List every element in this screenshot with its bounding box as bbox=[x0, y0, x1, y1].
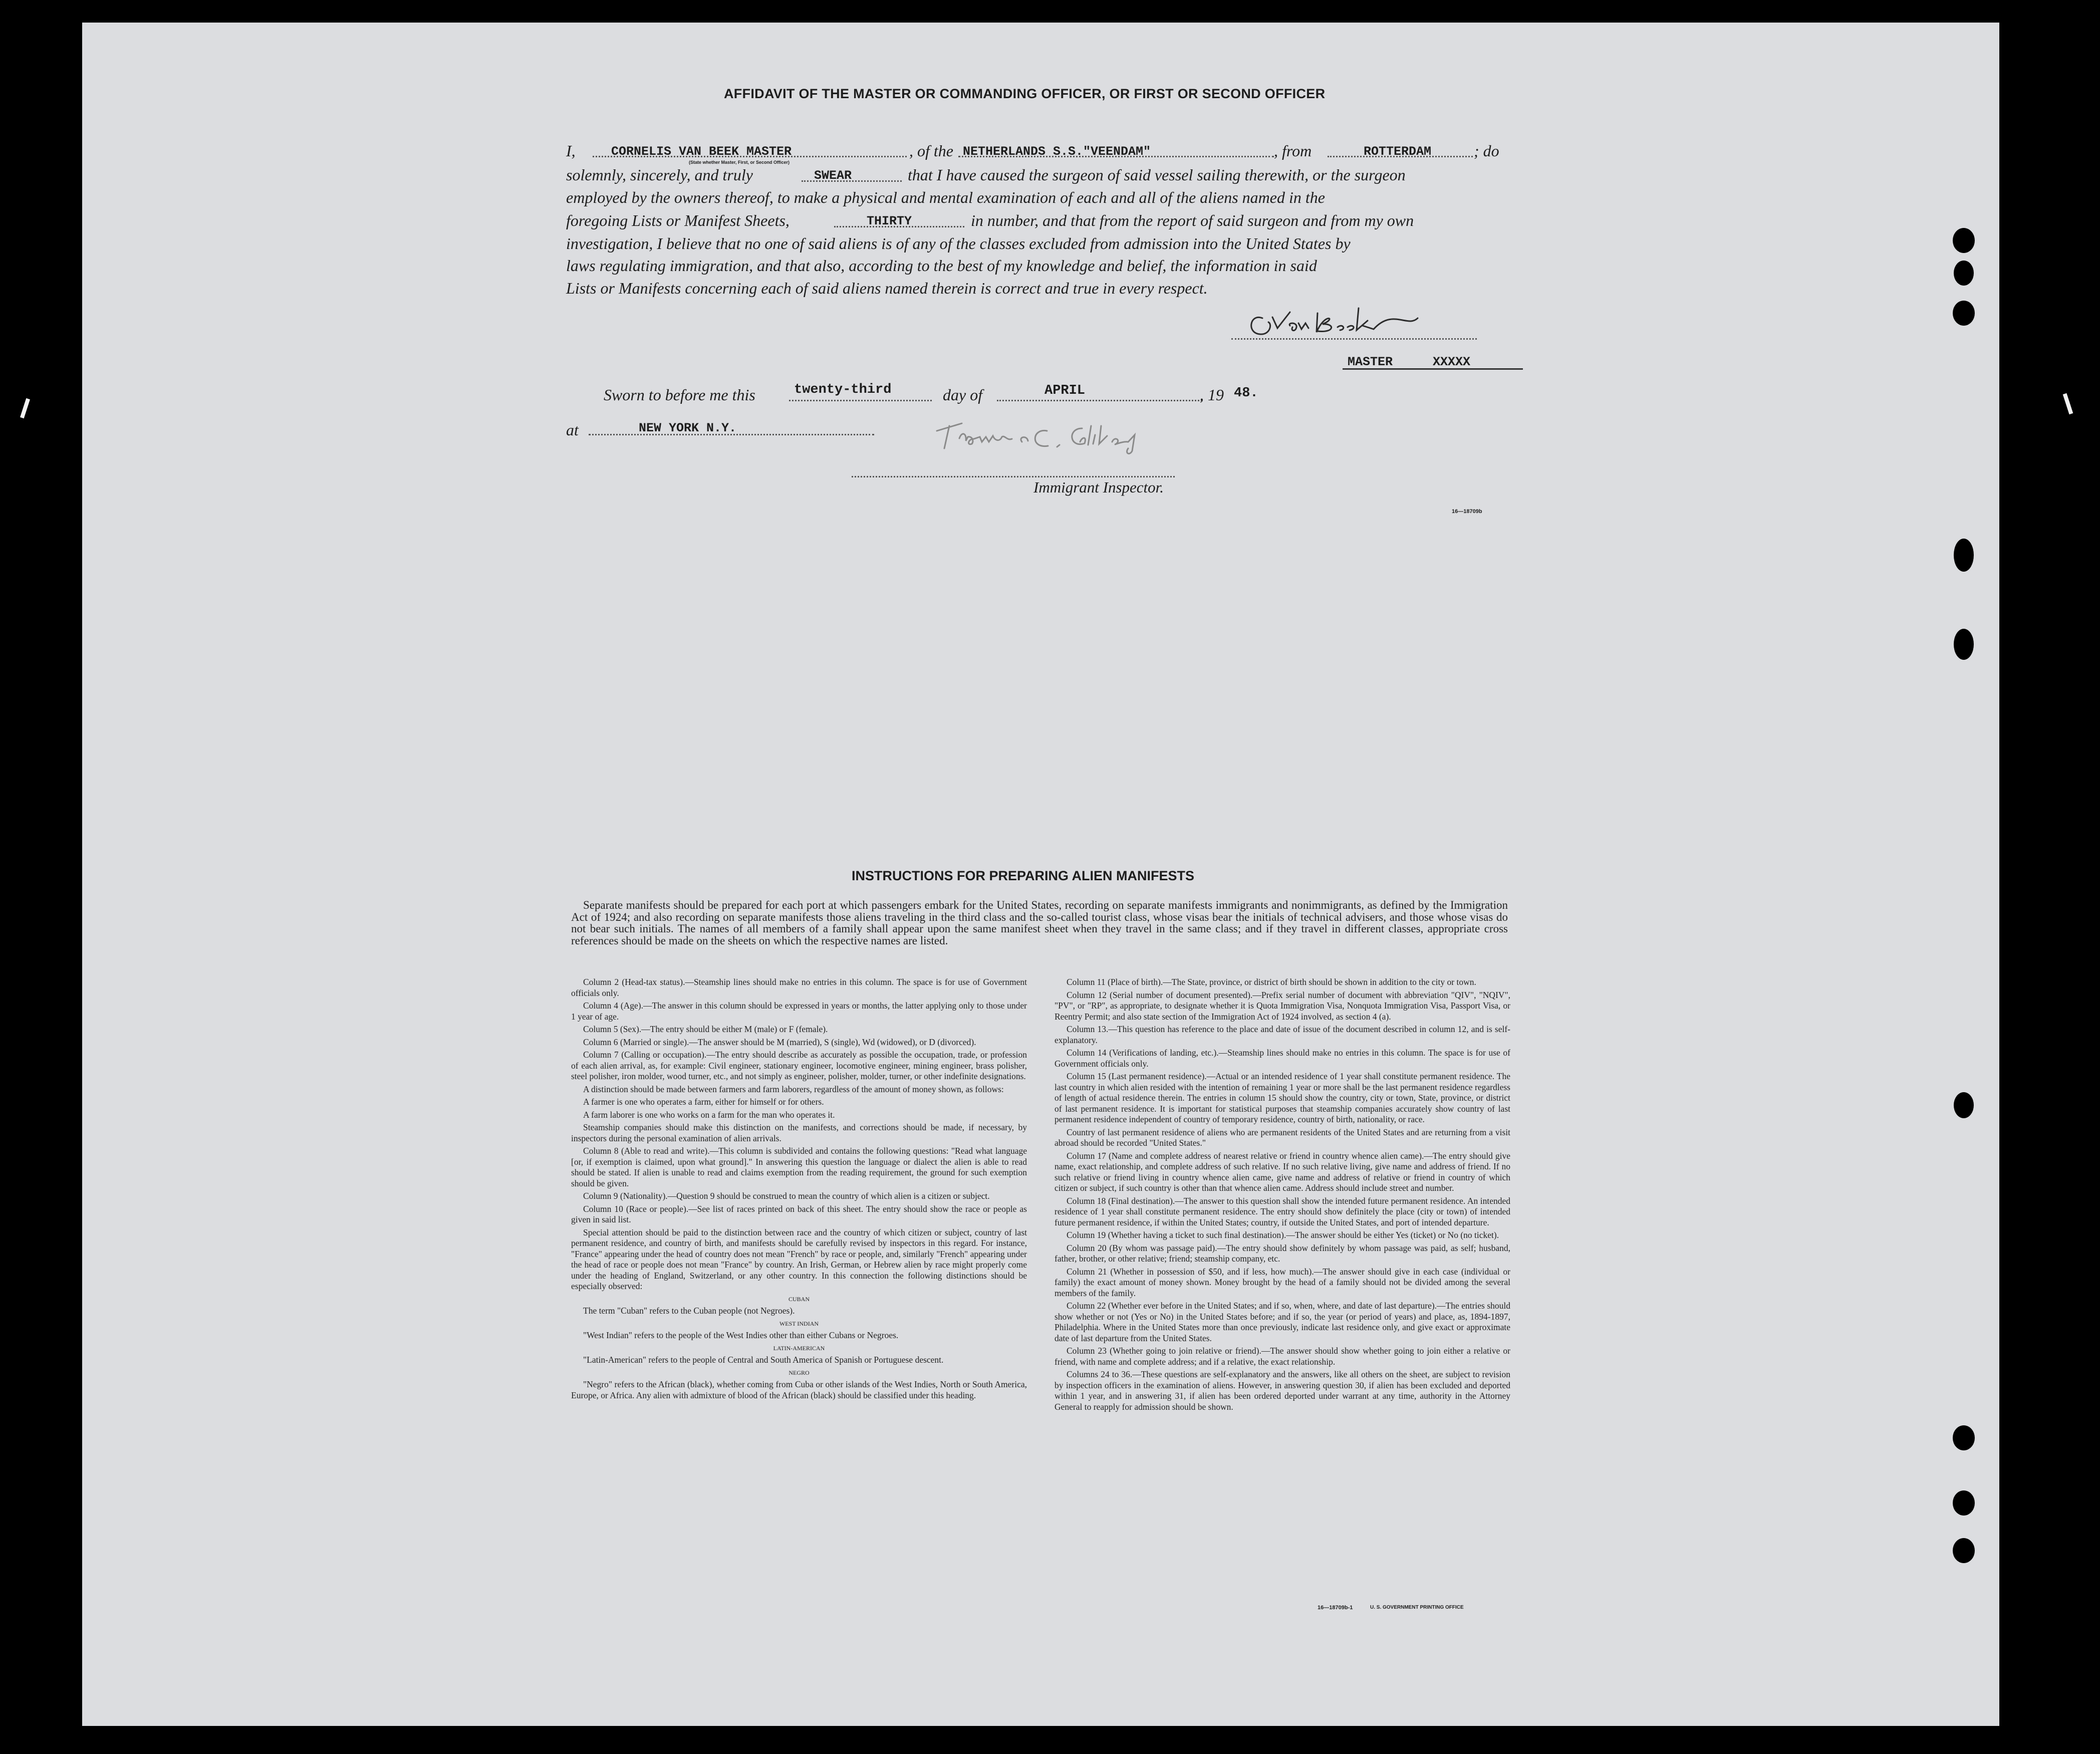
heading-cuban: CUBAN bbox=[788, 1295, 810, 1303]
instr-left-2: Column 5 (Sex).—The entry should be either M (male) or F (female). bbox=[583, 1024, 828, 1034]
i-label: I, bbox=[566, 142, 576, 160]
instr-right-8: Column 19 (Whether having a ticket to such final destination).—The answer should be either Yes (ticket) or No (no ticket). bbox=[1067, 1230, 1499, 1240]
margin-mark bbox=[2063, 393, 2073, 414]
sworn-year-value: 48. bbox=[1234, 386, 1258, 401]
affidavit-line-6: laws regulating immigration, and that also, according to the best of my knowledge and belief, the information in said bbox=[566, 257, 1317, 275]
sworn-place-value: NEW YORK N.Y. bbox=[639, 421, 737, 435]
margin-mark bbox=[20, 398, 30, 419]
instr-left-10: Column 9 (Nationality).—Question 9 should be construed to mean the country of which alien is a citizen or subject. bbox=[583, 1191, 990, 1201]
month-field-line bbox=[997, 400, 1202, 401]
punch-hole bbox=[1953, 301, 1975, 326]
from-label: , from bbox=[1274, 142, 1312, 160]
form-number: 16—18709b bbox=[1452, 509, 1482, 515]
inspector-label: Immigrant Inspector. bbox=[1033, 478, 1164, 496]
inspector-signature bbox=[932, 411, 1172, 456]
instr-right-4: Column 15 (Last permanent residence).—Actual or an intended residence of 1 year shall constitute permanent residence. The last country in which alien resided with the intention of remaining 1 year or more shall be the last permanent residence regardless of length of actual residence therein. The entries in column 15 should show the country, city or town, State, province, or district of last permanent residence. It is important for statistical purposes that steamship companies accurately show country of last permanent residence independent of country of temporary residence, country of birth, nationality, or race. bbox=[1055, 1071, 1510, 1124]
punch-hole bbox=[1953, 228, 1975, 253]
state-note: (State whether Master, First, or Second Officer) bbox=[689, 160, 790, 165]
instr-left-6: A farmer is one who operates a farm, either for himself or for others. bbox=[583, 1097, 824, 1107]
master-name-value: CORNELIS VAN BEEK MASTER bbox=[611, 144, 792, 159]
master-title-value: MASTER bbox=[1348, 355, 1393, 369]
instr-left-7: A farm laborer is one who works on a farm for the man who operates it. bbox=[583, 1109, 835, 1120]
instr-right-0: Column 11 (Place of birth).—The State, province, or district of birth should be shown in addition to the city or town. bbox=[1067, 977, 1476, 987]
footer-printing-office: U. S. GOVERNMENT PRINTING OFFICE bbox=[1370, 1605, 1464, 1610]
punch-hole bbox=[1953, 1538, 1975, 1563]
day-field-line bbox=[789, 400, 932, 401]
instr-left-5: A distinction should be made between farmers and farm laborers, regardless of the amount of money shown, as follows: bbox=[583, 1084, 1004, 1094]
instr-right-5: Country of last permanent residence of aliens who are permanent residents of the United States and are returning from a visit abroad should be recorded "United States." bbox=[1055, 1127, 1510, 1148]
from-port-value: ROTTERDAM bbox=[1364, 144, 1432, 159]
affidavit-line-4-pre: foregoing Lists or Manifest Sheets, bbox=[566, 211, 790, 229]
affidavit-line-1 bbox=[566, 142, 576, 160]
instr-right-3: Column 14 (Verifications of landing, etc.).—Steamship lines should make no entries in this column. The space is for use of Government officials only. bbox=[1055, 1048, 1510, 1069]
affidavit-line-5: investigation, I believe that no one of said aliens is of any of the classes excluded from admission into the United States by bbox=[566, 234, 1351, 253]
para-negro: "Negro" refers to the African (black), whether coming from Cuba or other islands of the West Indies, North or South America, Europe, or Africa. Any alien with admixture of blood of the African (black) should be classified under this heading. bbox=[571, 1379, 1027, 1400]
instr-left-12: Special attention should be paid to the distinction between race and the country of which citizen or subject, country of last permanent residence, and country of birth, and manifests should be carefully revised by inspectors in this regard. For instance, "France" appearing under the head of country does not mean "French" by race or people, and, similarly "French" appearing under the head of race or people does not mean "France" by country. An Irish, German, or Hebrew alien by race might properly come under the heading of England, Switzerland, or any other country. In this connection the following distinctions should be especially observed: bbox=[571, 1227, 1027, 1291]
instr-right-13: Columns 24 to 36.—These questions are self-explanatory and the answers, like all others on the sheet, are subject to revision by inspection officers in the examination of aliens. However, in answering question 30, if alien has been excluded and deported within 1 year, and in answering 31, if alien has been ordered deported under warrant at any time, authority in the Attorney General to reapply for admission should be shown. bbox=[1055, 1369, 1510, 1412]
instr-left-0: Column 2 (Head-tax status).—Steamship lines should make no entries in this column. The space is for use of Government officials only. bbox=[571, 977, 1027, 998]
instructions-intro bbox=[571, 899, 1508, 946]
para-cuban: The term "Cuban" refers to the Cuban people (not Negroes). bbox=[583, 1306, 795, 1316]
sworn-label: Sworn to before me this bbox=[604, 386, 755, 404]
instr-left-1: Column 4 (Age).—The answer in this column should be expressed in years or months, the latter applying only to those under 1 year of age. bbox=[571, 1000, 1027, 1022]
signature-line bbox=[1231, 338, 1477, 340]
vessel-value: NETHERLANDS S.S."VEENDAM" bbox=[963, 144, 1151, 159]
punch-hole bbox=[1953, 1490, 1975, 1516]
affidavit-line-2-post: that I have caused the surgeon of said vessel sailing therewith, or the surgeon bbox=[908, 166, 1406, 184]
instr-right-7: Column 18 (Final destination).—The answer to this question shall show the intended future permanent residence. An intended residence of 1 year shall constitute permanent residence. The entry should show definitely the place (city or town) of intended future permanent residence, if within the United States; country, if outside the United States, and port of intended departure. bbox=[1055, 1195, 1510, 1227]
instr-right-2: Column 13.—This question has reference to the place and date of issue of the document described in column 12, and is self-explanatory. bbox=[1055, 1024, 1510, 1045]
instr-left-8: Steamship companies should make this distinction on the manifests, and corrections should be made, if necessary, by inspectors during the personal examination of alien arrivals. bbox=[571, 1122, 1027, 1143]
heading-negro: NEGRO bbox=[789, 1369, 810, 1376]
affidavit-title: AFFIDAVIT OF THE MASTER OR COMMANDING OFFICER, OR FIRST OR SECOND OFFICER bbox=[724, 86, 1326, 101]
affidavit-line-2-pre: solemnly, sincerely, and truly bbox=[566, 166, 753, 184]
year-prefix: , 19 bbox=[1200, 386, 1224, 404]
do-label: ; do bbox=[1474, 142, 1499, 160]
intro-paragraph: Separate manifests should be prepared for each port at which passengers embark for the United States, recording on separate manifests immigrants and nonimmigrants, as defined by the Immigration Act of 1924; and also recording on separate manifests those aliens traveling in the third class and the so-called tourist class, whose visas bear the initials of technical advisers, and those whose visas do not bear such initials. The names of all members of a family shall appear upon the same manifest sheet when they travel in the same class; and if they travel in different classes, appropriate cross references should be made on the sheets on which the respective names are listed. bbox=[571, 899, 1508, 947]
instructions-title: INSTRUCTIONS FOR PREPARING ALIEN MANIFESTS bbox=[852, 868, 1195, 883]
instr-left-9: Column 8 (Able to read and write).—This column is subdivided and contains the following questions: "Read what language [or, if exemption is claimed, upon what ground]." In answering this question the language or dialect the alien is able to read should be stated. If alien is unable to read and claims exemption from the reading requirement, the ground for such exemption should be given. bbox=[571, 1146, 1027, 1188]
instructions-left-column bbox=[571, 977, 1027, 1403]
para-latin-american: "Latin-American" refers to the people of Central and South America of Spanish or Portuguese descent. bbox=[583, 1355, 944, 1365]
sheet-count-value: THIRTY bbox=[867, 214, 912, 228]
day-of-label: day of bbox=[943, 386, 983, 404]
sworn-day-value: twenty-third bbox=[794, 382, 892, 397]
instr-left-11: Column 10 (Race or people).—See list of races printed on back of this sheet. The entry should show the race or people as given in said list. bbox=[571, 1203, 1027, 1224]
heading-west-indian: WEST INDIAN bbox=[779, 1320, 819, 1327]
para-west-indian: "West Indian" refers to the people of the West Indies other than either Cubans or Negroes. bbox=[583, 1330, 899, 1340]
sworn-month-value: APRIL bbox=[1044, 383, 1086, 398]
instr-right-9: Column 20 (By whom was passage paid).—The entry should show definitely by whom passage was paid, as self; husband, father, brother, or other relative; friend; steamship company, etc. bbox=[1055, 1242, 1510, 1264]
punch-hole bbox=[1953, 1425, 1975, 1450]
swear-value: SWEAR bbox=[814, 168, 852, 183]
punch-hole bbox=[1954, 629, 1974, 660]
heading-latin-american: LATIN-AMERICAN bbox=[773, 1344, 825, 1352]
punch-hole bbox=[1954, 261, 1974, 286]
inspector-line bbox=[852, 476, 1175, 477]
punch-hole bbox=[1954, 1092, 1974, 1118]
instr-right-10: Column 21 (Whether in possession of $50, and if less, how much).—The answer should give in each case (individual or family) the exact amount of money shown. Money brought by the head of a family should not be divided among the several members of the family. bbox=[1055, 1266, 1510, 1298]
struck-title: XXXXX bbox=[1433, 355, 1471, 369]
instr-right-12: Column 23 (Whether going to join relative or friend).—The answer should show whether going to join either a relative or friend, with name and complete address; and if a relative, the exact relationship. bbox=[1055, 1346, 1510, 1367]
affidavit-line-7: Lists or Manifests concerning each of said aliens named therein is correct and true in every respect. bbox=[566, 279, 1208, 297]
at-label: at bbox=[566, 421, 579, 439]
instr-left-4: Column 7 (Calling or occupation).—The entry should describe as accurately as possible the occupation, trade, or profession of each alien arrival, as, for example: Civil engineer, stationary engineer, locomotive engineer, mining engineer, brass polisher, steel polisher, iron molder, wood turner, etc., and not simply as engineer, polisher, molder, turner, or other indefinite designations. bbox=[571, 1050, 1027, 1081]
instr-right-11: Column 22 (Whether ever before in the United States; and if so, when, where, and date of last departure).—The entries should show whether or not (Yes or No) in the United States before; and if so, the year (or period of years) and place, as, 1894-1897, Philadelphia. Where in the United States more than once previously, indicate last residence only, and give exact or approximate date of last departure from the United States. bbox=[1055, 1301, 1510, 1343]
footer-form-number: 16—18709b-1 bbox=[1318, 1605, 1353, 1611]
affidavit-line-3: employed by the owners thereof, to make a physical and mental examination of each and all of the aliens named in the bbox=[566, 188, 1325, 206]
title-underline bbox=[1343, 368, 1523, 370]
instr-right-6: Column 17 (Name and complete address of nearest relative or friend in country whence alien came).—The entry should give name, exact relationship, and complete address of such relative. If no such relative living, give name and address of friend. If no such relative or friend living in country whence alien came, give name and address of relative or friend in country of which citizen or subject, if such country is other than that whence alien came. Address should include street and number. bbox=[1055, 1150, 1510, 1193]
instr-left-3: Column 6 (Married or single).—The answer should be M (married), S (single), Wd (widowed), or D (divorced). bbox=[583, 1037, 976, 1047]
instr-right-1: Column 12 (Serial number of document presented).—Prefix serial number of document with abbreviation "QIV", "NQIV", "PV", or "RP", as appropriate, to designate whether it is Quota Immigration Visa, Nonquota Immigration Visa, Passport Visa, or Reentry Permit; and also state section of the Immigration Act of 1924 involved, as section 4 (a). bbox=[1055, 989, 1510, 1022]
instructions-right-column bbox=[1055, 977, 1510, 1414]
punch-hole bbox=[1954, 539, 1974, 572]
of-the-label: , of the bbox=[909, 142, 953, 160]
affidavit-line-4-post: in number, and that from the report of said surgeon and from my own bbox=[971, 211, 1414, 229]
